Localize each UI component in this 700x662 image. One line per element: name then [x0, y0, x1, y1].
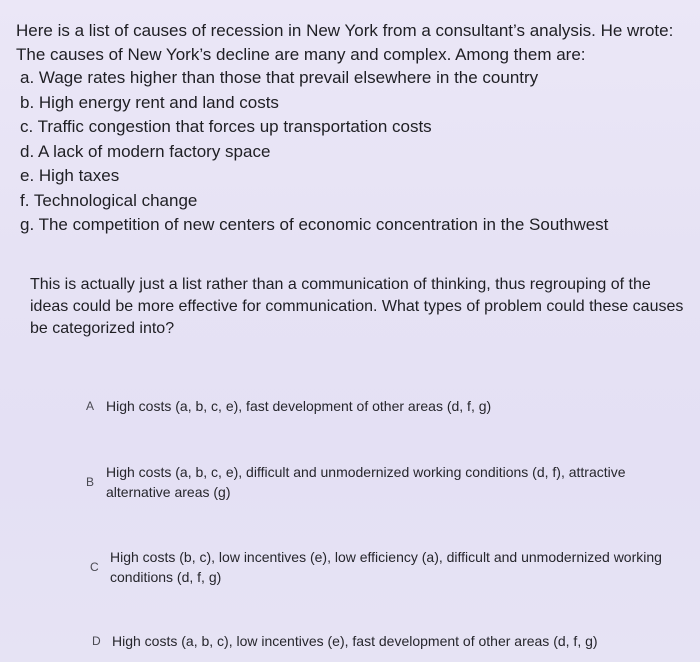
option-letter: B — [86, 475, 95, 489]
option-text: High costs (b, c), low incentives (e), low efficiency (a), difficult and unmodernized working conditions (d, f, g) — [110, 549, 662, 585]
cause-item: b. High energy rent and land costs — [20, 92, 279, 112]
cause-item: g. The competition of new centers of economic concentration in the Southwest — [20, 215, 609, 234]
cause-item: e. High taxes — [20, 166, 120, 185]
option-letter: A — [86, 399, 95, 413]
cause-item: a. Wage rates higher than those that prevail elsewhere in the country — [20, 68, 539, 87]
cause-item: d. A lack of modern factory space — [20, 141, 271, 161]
answer-option-b[interactable] — [86, 462, 676, 502]
option-letter: D — [92, 634, 101, 648]
question-intro: Here is a list of causes of recession in New York from a consultant’s analysis. He wrote: — [16, 21, 674, 40]
answer-option-d[interactable] — [92, 631, 672, 651]
question-lead: The causes of New York’s decline are many and complex. Among them are: — [16, 45, 586, 64]
option-letter: C — [90, 560, 99, 574]
option-text: High costs (a, b, c, e), difficult and unmodernized working conditions (d, f), attractive alternative areas (g) — [106, 464, 626, 500]
answer-option-c[interactable] — [90, 547, 670, 587]
option-text: High costs (a, b, c, e), fast development of other areas (d, f, g) — [106, 398, 492, 414]
cause-item: f. Technological change — [20, 190, 198, 210]
question-prompt: This is actually just a list rather than a communication of thinking, thus regrouping of the ideas could be more effective for communication. What types of problem could these causes be categorized into? — [30, 276, 684, 337]
cause-item: c. Traffic congestion that forces up transportation costs — [20, 117, 432, 136]
answer-option-a[interactable] — [86, 396, 666, 416]
option-text: High costs (a, b, c), low incentives (e), fast development of other areas (d, f, g) — [112, 633, 598, 649]
